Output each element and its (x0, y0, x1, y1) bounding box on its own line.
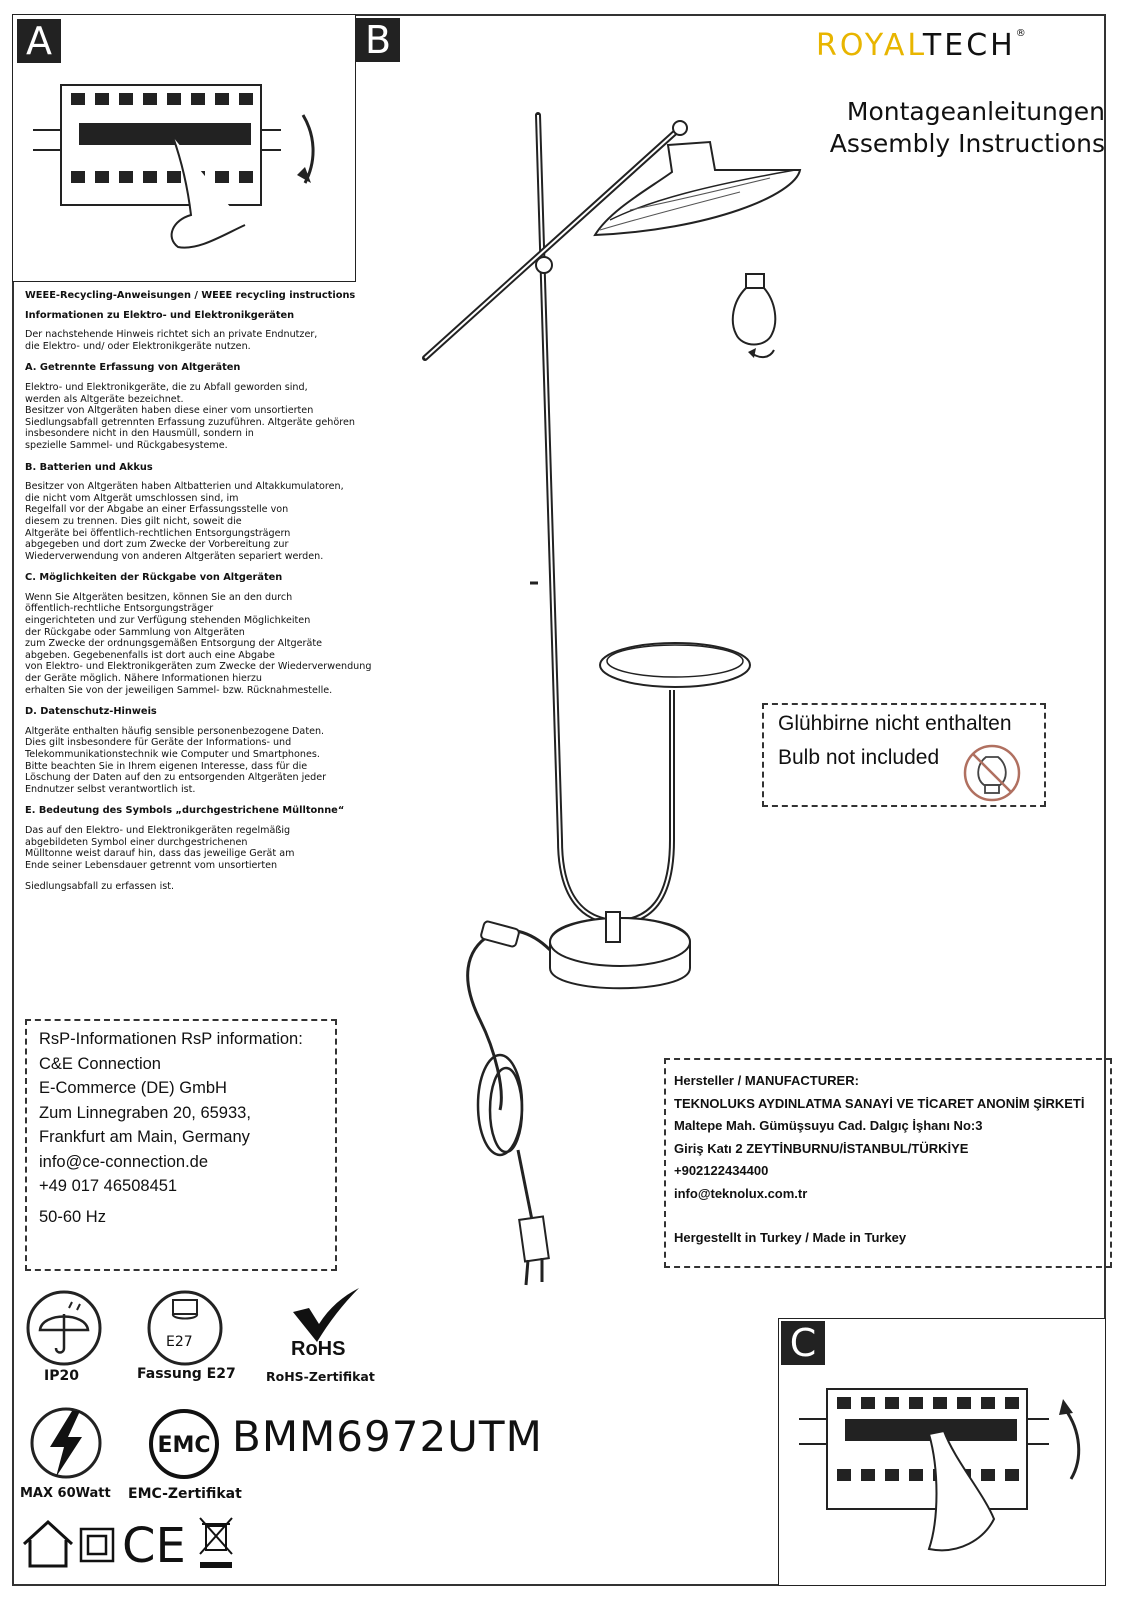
weee-closing: Siedlungsabfall zu erfassen ist. (25, 881, 175, 893)
weee-section-title: D. Datenschutz-Hinweis (25, 706, 157, 718)
manufacturer-email: info@teknolux.com.tr (674, 1185, 808, 1201)
ip20-umbrella-icon (24, 1290, 104, 1370)
weee-section-text: Das auf den Elektro- und Elektronikgeräten regelmäßig abgebildeten Symbol einer durchgestrichenen Mülltonne weist darauf hin, dass das jeweilige Gerät am Ende seiner Lebensdauer getrennt vom unsortierten (25, 824, 295, 871)
max-power-lightning-icon (28, 1405, 108, 1485)
floor-lamp-illustration (410, 100, 910, 1100)
e27-socket-icon (145, 1290, 225, 1370)
bulb-icon (722, 272, 802, 372)
weee-section-text: Besitzer von Altgeräten haben Altbatterien und Altakkumulatoren, die nicht vom Altgerät umschlossen sind, im Regelfall vor der Abgabe an einer Erfassungsstelle von diesem zu trennen. Dies gilt nicht, soweit die Altgeräte bei öffentlich-rechtlichen Entsorgungsträgern abgegeben und dort zum Zwecke der Vorbereitung zur Wiederverwendung von anderen Altgeräten separiert werden. (25, 481, 344, 562)
rsp-line: E-Commerce (DE) GmbH (39, 1079, 227, 1097)
weee-section-title: C. Möglichkeiten der Rückgabe von Altgeräten (25, 572, 283, 584)
weee-subheading: Informationen zu Elektro- und Elektronikgeräten (25, 309, 295, 321)
crossed-bin-icon (196, 1512, 236, 1572)
rsp-frequency: 50-60 Hz (39, 1207, 106, 1226)
weee-section-title: E. Bedeutung des Symbols „durchgestrichene Mülltonne“ (25, 805, 345, 817)
brand-logo (816, 28, 1029, 63)
manufacturer-line: TEKNOLUKS AYDINLATMA SANAYİ VE TİCARET ANONİM ŞİRKETİ (674, 1095, 1085, 1111)
panel-c-letter: C (781, 1321, 825, 1365)
breaker-switch-off-illustration (13, 15, 357, 283)
manufacturer-line: Maltepe Mah. Gümüşsuyu Cad. Dalgıç İşhanı No:3 (674, 1118, 983, 1133)
bulb-not-included-note (762, 703, 1046, 807)
weee-section-title: B. Batterien und Akkus (25, 461, 153, 473)
breaker-switch-on-illustration (779, 1319, 1107, 1587)
ce-mark-icon (122, 1518, 192, 1574)
title-de: Montageanleitungen (846, 97, 1105, 126)
brand-royal: ROYAL (816, 28, 923, 63)
bulb-note-en: Bulb not included (778, 746, 940, 769)
panel-a (12, 14, 356, 282)
rohs-label: RoHS-Zertifikat (266, 1369, 375, 1384)
manufacturer-line: Giriş Katı 2 ZEYTİNBURNU/İSTANBUL/TÜRKİYE (674, 1140, 969, 1156)
rsp-line: Frankfurt am Main, Germany (39, 1128, 250, 1146)
no-bulb-icon (962, 743, 1022, 803)
rsp-line: C&E Connection (39, 1054, 161, 1073)
manufacturer-heading: Hersteller / MANUFACTURER: (674, 1073, 859, 1088)
weee-intro: Der nachstehende Hinweis richtet sich an private Endnutzer, die Elektro- und/ oder Elektronikgeräte nutzen. (25, 329, 318, 352)
e27-socket-code: E27 (166, 1334, 193, 1350)
rsp-email: info@ce-connection.de (39, 1152, 209, 1171)
max-power-label: MAX 60Watt (20, 1486, 111, 1501)
ce-mark: CE (122, 1518, 186, 1574)
rsp-phone: +49 017 46508451 (39, 1177, 178, 1195)
manufacturer-made-in: Hergestellt in Turkey / Made in Turkey (674, 1230, 907, 1245)
bulb-note-de: Glühbirne nicht enthalten (778, 712, 1012, 735)
weee-section-text: Wenn Sie Altgeräten besitzen, können Sie an den durch öffentlich-rechtliche Entsorgungsträger eingerichteten und zur Verfügung stehenden Möglichkeiten der Rückgabe oder Sammlung von Altgeräten zum Zwecke der ordnungsgemäßen Entsorgung der Altgeräte abgeben. Gegebenenfalls ist dort auch eine Abgabe von Elektro- und Elektronikgeräten zum Zwecke der Wiederverwendung der Geräte möglich. Nähere Informationen hierzu erhalten Sie von der jeweiligen Sammel- bzw. Rücknahmestelle. (25, 591, 372, 696)
double-insulation-icon (78, 1526, 118, 1566)
rohs-checkmark-icon (285, 1286, 365, 1346)
rsp-information-box (25, 1019, 337, 1271)
weee-heading: WEEE-Recycling-Anweisungen / WEEE recycling instructions (25, 290, 356, 301)
manufacturer-box (664, 1058, 1112, 1268)
weee-section-title: A. Getrennte Erfassung von Altgeräten (25, 362, 241, 374)
weee-section-text: Altgeräte enthalten häufig sensible personenbezogene Daten. Dies gilt insbesondere für Geräte der Informations- und Telekommunikationstechnik wie Computer und Smartphones. Bitte beachten Sie in Ihrem eigenen Interesse, dass für die Löschung der Daten auf den zu entsorgenden Altgeräten jeder Endnutzer selbst verantwortlich ist. (25, 725, 327, 795)
emc-mark: EMC (157, 1433, 211, 1458)
ip20-label: IP20 (44, 1368, 79, 1384)
panel-a-letter: A (17, 19, 61, 63)
manufacturer-phone: +902122434400 (674, 1163, 769, 1178)
panel-c (778, 1318, 1106, 1586)
rsp-line: Zum Linnegraben 20, 65933, (39, 1103, 251, 1122)
socket-label: Fassung E27 (137, 1366, 236, 1382)
indoor-use-house-icon (20, 1518, 80, 1568)
emc-label: EMC-Zertifikat (128, 1486, 242, 1502)
title-en: Assembly Instructions (829, 129, 1105, 158)
weee-section-text: Elektro- und Elektronikgeräte, die zu Abfall geworden sind, werden als Altgeräte bezeichnet. Besitzer von Altgeräten haben diese einer vom unsortierten Siedlungsabfall getrennten Erfassung zuzuführen. Altgeräte gehören insbesondere nicht in den Hausmüll, sondern in spezielle Sammel- und Rückgabesysteme. (25, 381, 355, 451)
rsp-heading: RsP-Informationen RsP information: (39, 1030, 303, 1048)
model-number: BMM6972UTM (232, 1412, 543, 1461)
brand-registered-mark: ® (1015, 28, 1029, 39)
rohs-mark: RoHS (291, 1338, 346, 1360)
brand-tech: TECH (922, 28, 1016, 63)
panel-b-letter: B (356, 18, 400, 62)
weee-instructions (25, 290, 445, 903)
emc-icon (148, 1408, 222, 1482)
